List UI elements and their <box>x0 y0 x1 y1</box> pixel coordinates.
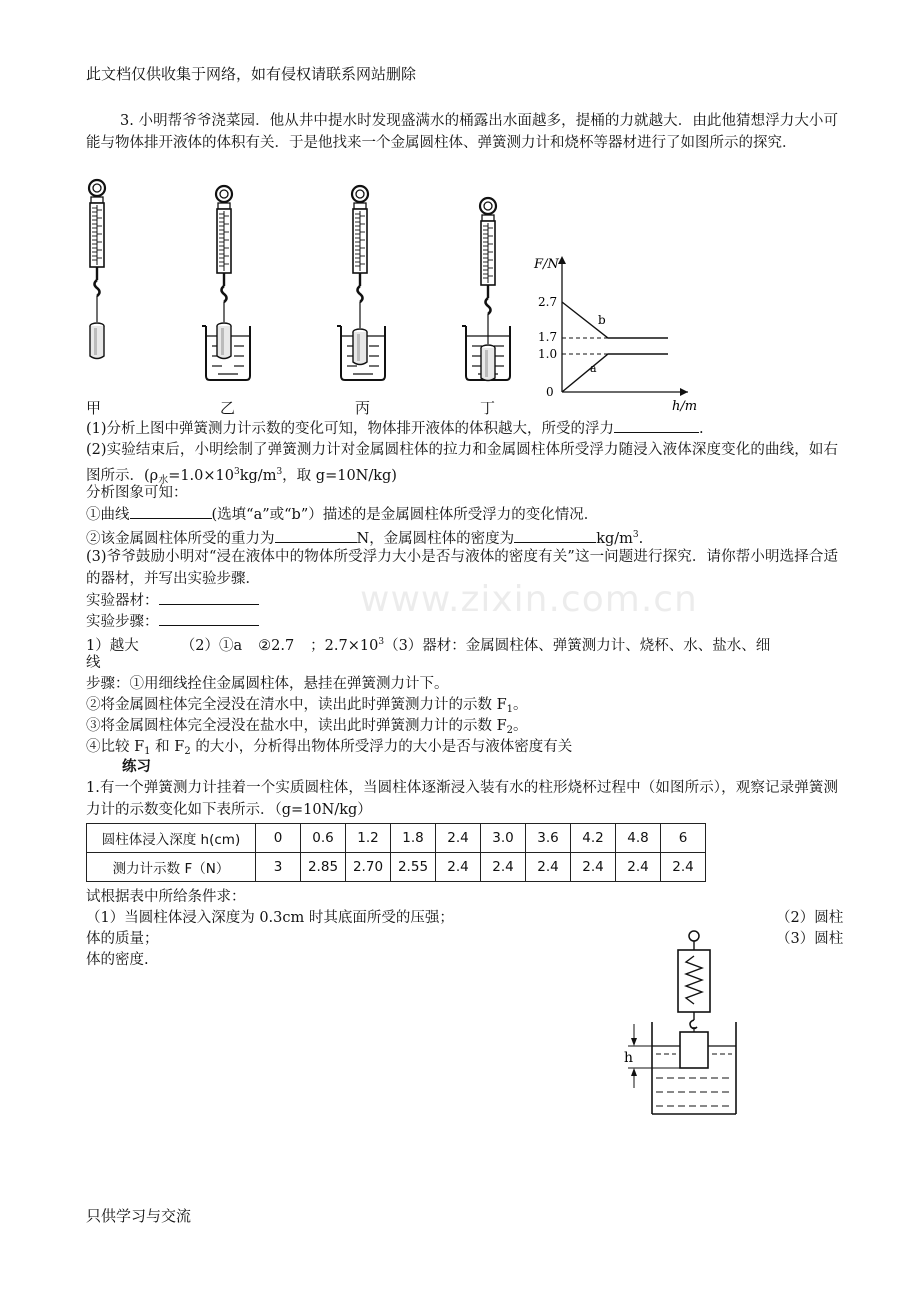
practice-q2-start: （2）圆柱 <box>776 910 844 926</box>
table-cell: 2.4 <box>436 824 481 853</box>
table-cell: 3.6 <box>526 824 571 853</box>
y-tick-1-0: 1.0 <box>538 347 558 361</box>
y-tick-1-7: 1.7 <box>538 330 558 344</box>
data-table <box>86 823 706 882</box>
practice-ask: 试根据表中所给条件求： <box>86 889 246 905</box>
table-row <box>87 824 706 853</box>
practice-beaker-figure <box>610 928 750 1124</box>
x-axis-label: h/m <box>672 399 698 414</box>
page-footer: 只供学习与交流 <box>86 1207 192 1225</box>
analysis-label: 分析图象可知： <box>86 485 188 501</box>
practice-title: 练习 <box>122 758 151 775</box>
figure-label-bing: 丙 <box>355 399 371 417</box>
curve-label-a: a <box>590 362 597 375</box>
spring-scale-experiment-figure <box>80 176 550 416</box>
table-header-force: 测力计示数 F（N） <box>87 853 256 882</box>
table-cell: 2.70 <box>346 853 391 882</box>
table-cell: 4.8 <box>616 824 661 853</box>
practice-q2-end: 体的质量； <box>86 931 159 947</box>
question-2-2: ②该金属圆柱体所受的重力为 N，金属圆柱体的密度为 $kg/m^3$. <box>86 530 644 547</box>
question-1: (1)分析上图中弹簧测力计示数的变化可知，物体排开液体的体积越大，所受的浮力 . <box>86 418 704 439</box>
force-depth-graph <box>528 246 698 416</box>
curve-label-b: b <box>598 313 606 327</box>
table-cell: 3.0 <box>481 824 526 853</box>
step-4: ④比较 $F_1$ 和 $F_2$ 的大小，分析得出物体所受浮力的大小是否与液体密度有关 <box>86 739 573 757</box>
equipment-line: 实验器材： <box>86 590 259 611</box>
table-cell: 3 <box>256 853 301 882</box>
table-cell: 0.6 <box>301 824 346 853</box>
practice-intro: 1.有一个弹簧测力计挂着一个实质圆柱体，当圆柱体逐渐浸入装有水的柱形烧杯过程中（如图所示），观察记录弹簧测力计的示数变化如下表所示．（g=10N/kg） <box>86 780 838 818</box>
figure-label-yi: 乙 <box>220 399 236 417</box>
table-cell: 1.8 <box>391 824 436 853</box>
table-cell: 2.4 <box>436 853 481 882</box>
table-cell: 0 <box>256 824 301 853</box>
table-cell: 2.55 <box>391 853 436 882</box>
depth-label-h: h <box>624 1050 634 1066</box>
curve-b <box>562 302 668 338</box>
page-header: 此文档仅供收集于网络，如有侵权请联系网站删除 <box>86 65 417 83</box>
answer-blank[interactable] <box>159 611 259 626</box>
answer-blank[interactable] <box>159 590 259 605</box>
y-axis-label: F/N <box>534 257 559 272</box>
table-cell: 6 <box>661 824 706 853</box>
answer-line-1: 1）越大 （2）①a ②2.7 ；$2.7\times 10^3(3)$器材：金属圆柱体、弹簧测力计、烧杯、水、盐水、细 <box>86 637 771 654</box>
table-cell: 4.2 <box>571 824 616 853</box>
table-cell: 1.2 <box>346 824 391 853</box>
answer-blank[interactable] <box>275 528 357 543</box>
table-cell: 2.4 <box>616 853 661 882</box>
answer-blank[interactable] <box>130 504 212 519</box>
step-1: 步骤：①用细线拴住金属圆柱体，悬挂在弹簧测力计下。 <box>86 676 449 692</box>
step-3: ③将金属圆柱体完全浸没在盐水中，读出此时弹簧测力计的示数 $F_2$。 <box>86 718 528 736</box>
y-tick-2-7: 2.7 <box>538 295 558 309</box>
table-header-depth: 圆柱体浸入深度 h(cm) <box>87 824 256 853</box>
question-2-1: ①曲线 (选填“a”或“b”）描述的是金属圆柱体所受浮力的变化情况． <box>86 504 598 525</box>
table-cell: 2.4 <box>481 853 526 882</box>
question-3: (3)爷爷鼓励小明对“浸在液体中的物体所受浮力大小是否与液体的密度有关”这一问题进行探究．请你帮小明选择合适的器材，并写出实验步骤． <box>86 549 838 587</box>
table-cell: 2.4 <box>661 853 706 882</box>
figure-label-ding: 丁 <box>480 399 496 417</box>
table-cell: 2.85 <box>301 853 346 882</box>
table-cell: 2.4 <box>571 853 616 882</box>
practice-q1: （1）当圆柱体浸入深度为 0.3cm 时其底面所受的压强； <box>86 910 454 926</box>
practice-q3-end: 体的密度. <box>86 952 149 968</box>
practice-q3-start: （3）圆柱 <box>776 931 844 947</box>
table-cell: 2.4 <box>526 853 571 882</box>
answer-line-2: 线 <box>86 655 101 671</box>
table-row <box>87 853 706 882</box>
watermark: www.zixin.com.cn <box>360 579 698 620</box>
question-2-intro: (2)实验结束后，小明绘制了弹簧测力计对金属圆柱体的拉力和金属圆柱体所受浮力随浸入液体深度变化的曲线，如右图所示．($\rho_水=1.0\times 10^3kg/m^3$，取 g=10N/kg) <box>86 442 838 486</box>
answer-blank[interactable] <box>514 528 596 543</box>
problem-3-intro: 3. 小明帮爷爷浇菜园．他从井中提水时发现盛满水的桶露出水面越多，提桶的力就越大．由此他猜想浮力大小可能与物体排开液体的体积有关．于是他找来一个金属圆柱体、弹簧测力计和烧杯等器材进行了如图所示的探究． <box>86 113 838 151</box>
curve-a <box>562 354 668 392</box>
y-tick-0: 0 <box>546 385 554 399</box>
answer-blank[interactable] <box>614 418 699 433</box>
step-2: ②将金属圆柱体完全浸没在清水中，读出此时弹簧测力计的示数 $F_1$。 <box>86 697 528 715</box>
steps-line: 实验步骤： <box>86 611 259 632</box>
figure-label-jia: 甲 <box>86 399 102 417</box>
